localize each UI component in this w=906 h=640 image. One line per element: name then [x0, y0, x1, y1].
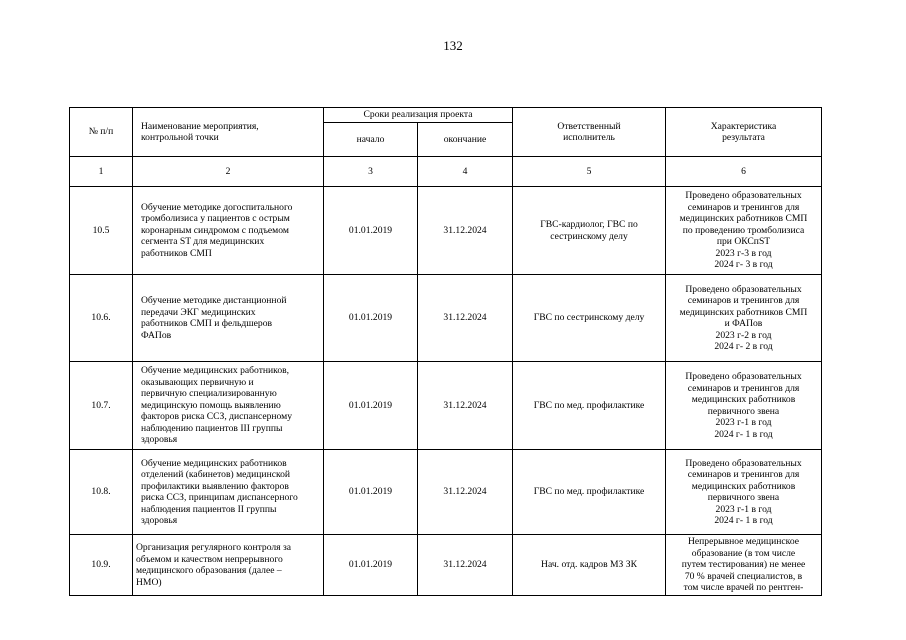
row-result: Проведено образовательных семинаров и тренингов для медицинских работников первичного звена 2023 г-1 в год 2024 г- 1 в год — [666, 362, 822, 450]
header-start: начало — [324, 123, 418, 157]
row-num: 10.8. — [70, 450, 133, 535]
row-result: Непрерывное медицинское образование (в том числе путем тестирования) не менее 70 % врачей специалистов, в том числе врачей по рентген- — [666, 535, 822, 596]
row-responsible: ГВС по сестринскому делу — [513, 275, 666, 362]
column-number: 4 — [418, 157, 513, 187]
header-responsible: Ответственный исполнитель — [513, 108, 666, 157]
table-row — [70, 450, 822, 535]
row-start: 01.01.2019 — [324, 450, 418, 535]
row-responsible: ГВС по мед. профилактике — [513, 450, 666, 535]
column-number: 1 — [70, 157, 133, 187]
column-number: 2 — [133, 157, 324, 187]
row-start: 01.01.2019 — [324, 362, 418, 450]
table-row — [70, 275, 822, 362]
row-result: Проведено образовательных семинаров и тренингов для медицинских работников СМП по проведению тромболизиса при ОКСпST 2023 г-3 в год 2024 г- 3 в год — [666, 187, 822, 275]
header-name: Наименование мероприятия, контрольной точки — [133, 108, 324, 157]
column-number: 6 — [666, 157, 822, 187]
header-end: окончание — [418, 123, 513, 157]
column-numbers-row — [70, 157, 822, 187]
row-result: Проведено образовательных семинаров и тренингов для медицинских работников СМП и ФАПов 2023 г-2 в год 2024 г- 2 в год — [666, 275, 822, 362]
row-start: 01.01.2019 — [324, 187, 418, 275]
activities-table — [69, 107, 822, 596]
row-name: Обучение медицинских работников отделений (кабинетов) медицинской профилактики выявлению факторов риска ССЗ, принципам диспансерного наблюдения пациентов II группы здоровья — [133, 450, 324, 535]
table-row — [70, 187, 822, 275]
row-num: 10.6. — [70, 275, 133, 362]
row-responsible: Нач. отд. кадров МЗ ЗК — [513, 535, 666, 596]
header-num: № п/п — [70, 108, 133, 157]
table-row — [70, 535, 822, 596]
table-row — [70, 362, 822, 450]
row-responsible: ГВС-кардиолог, ГВС по сестринскому делу — [513, 187, 666, 275]
row-num: 10.9. — [70, 535, 133, 596]
row-end: 31.12.2024 — [418, 450, 513, 535]
row-start: 01.01.2019 — [324, 275, 418, 362]
row-name: Обучение медицинских работников, оказывающих первичную и первичную специализированную медицинскую помощь выявлению факторов риска ССЗ, диспансерному наблюдению пациентов III группы здоровья — [133, 362, 324, 450]
column-number: 3 — [324, 157, 418, 187]
row-end: 31.12.2024 — [418, 187, 513, 275]
row-name: Организация регулярного контроля за объемом и качеством непрерывного медицинского образования (далее – НМО) — [133, 535, 324, 596]
row-result: Проведено образовательных семинаров и тренингов для медицинских работников первичного звена 2023 г-1 в год 2024 г- 1 в год — [666, 450, 822, 535]
row-end: 31.12.2024 — [418, 275, 513, 362]
header-terms: Сроки реализация проекта — [324, 108, 513, 123]
header-row — [70, 108, 822, 123]
row-start: 01.01.2019 — [324, 535, 418, 596]
header-result: Характеристика результата — [666, 108, 822, 157]
row-num: 10.7. — [70, 362, 133, 450]
row-num: 10.5 — [70, 187, 133, 275]
row-end: 31.12.2024 — [418, 535, 513, 596]
row-end: 31.12.2024 — [418, 362, 513, 450]
page-number: 132 — [443, 38, 463, 53]
row-name: Обучение методике догоспитального тромболизиса у пациентов с острым коронарным синдромом с подъемом сегмента ST для медицинских работников СМП — [133, 187, 324, 275]
row-name: Обучение методике дистанционной передачи ЭКГ медицинских работников СМП и фельдшеров ФАПов — [133, 275, 324, 362]
row-responsible: ГВС по мед. профилактике — [513, 362, 666, 450]
column-number: 5 — [513, 157, 666, 187]
